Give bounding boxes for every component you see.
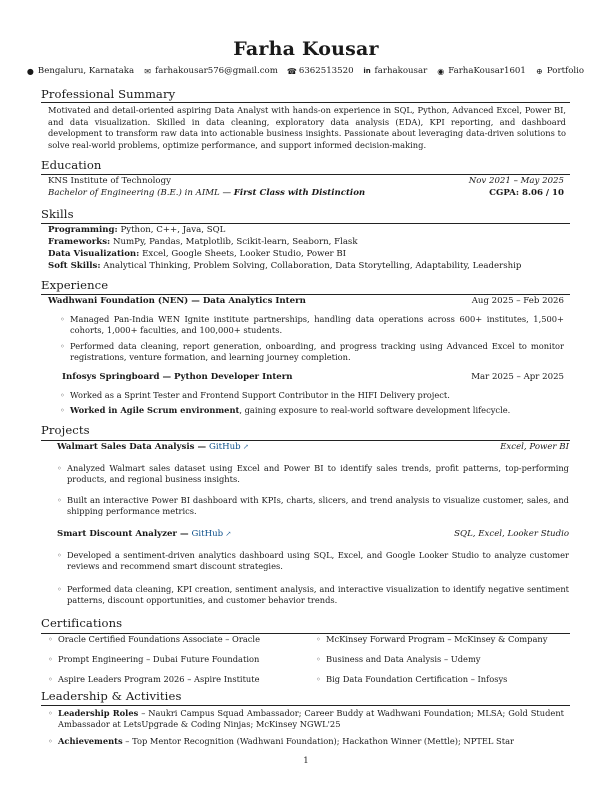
- leadership-label: Achievements: [58, 736, 123, 746]
- bullet-icon: ◦: [57, 551, 62, 560]
- bullet-bold-prefix: Worked in Agile Scrum environment: [70, 405, 240, 415]
- bullet-text: Developed a sentiment-driven analytics dashboard using SQL, Excel, and Google Looker Studio to analyze customer reviews and recommend smart discount strategies.: [67, 550, 569, 572]
- project-github-link[interactable]: GitHub: [209, 442, 241, 452]
- summary-text: Motivated and detail-oriented aspiring Data Analyst with hands-on experience in SQL, Python, Advanced Excel, Power BI, and data visualization. Skilled in data cleaning, exploratory data analysis (EDA), KPI reporting, and dashboard development to transform raw data into actionable business insights. Passionate about leveraging data-driven solutions to solve real-world problems, optimize performance, and support informed decision-making.: [48, 105, 566, 151]
- bullet-text: Performed data cleaning, KPI creation, sentiment analysis, and interactive visualization to identify negative sentiment patterns, discount opportunities, and customer behavior trends.: [67, 584, 569, 606]
- experience-bullet: [60, 390, 564, 401]
- experience-bullet: [60, 314, 564, 336]
- bullet-text: Analyzed Walmart sales dataset using Excel and Power BI to identify sales trends, profit patterns, top-performing products, and regional business insights.: [67, 463, 569, 485]
- skill-value: Python, C++, Java, SQL: [120, 225, 226, 235]
- skill-label: Programming:: [48, 225, 118, 235]
- bullet-icon: ◦: [60, 315, 65, 324]
- candidate-name: Farha Kousar: [233, 38, 379, 60]
- leadership-text: – Naukri Campus Squad Ambassador; Career Buddy at Wadhwani Foundation; MLSA; Gold Student Ambassador at LetsUpgrade & Coding Ninjas; McKinsey NGWL'25: [58, 708, 565, 730]
- experience-dates: Mar 2025 – Apr 2025: [471, 372, 564, 382]
- bullet-text: Performed data cleaning, report generation, onboarding, and progress tracking using Advanced Excel to monitor registrations, venture formation, and learning journey completion.: [70, 341, 564, 363]
- contact-phone-text[interactable]: 6362513520: [298, 66, 354, 76]
- bullet-icon: ◦: [48, 635, 53, 644]
- leadership-label: Leadership Roles: [58, 708, 139, 718]
- certification-item: [48, 654, 308, 665]
- external-link-icon[interactable]: ↗: [223, 530, 232, 538]
- bullet-icon: ◦: [316, 655, 321, 664]
- project-header: [57, 442, 569, 452]
- bullet-icon: ◦: [60, 406, 65, 415]
- contact-portfolio-text[interactable]: Portfolio: [546, 66, 585, 76]
- contact-phone[interactable]: [287, 66, 354, 76]
- education-school: KNS Institute of Technology: [48, 176, 171, 186]
- bullet-icon: ◦: [57, 585, 62, 594]
- experience-title: Wadhwani Foundation (NEN) — Data Analytics Intern: [48, 296, 306, 306]
- project-tools: Excel, Power BI: [500, 442, 569, 452]
- leadership-item: [48, 736, 564, 747]
- skill-label: Data Visualization:: [48, 249, 140, 259]
- github-icon: ◉: [437, 66, 445, 76]
- section-title-leadership: Leadership & Activities: [41, 689, 182, 703]
- education-degree: Bachelor of Engineering (B.E.) in AIML —: [48, 188, 234, 198]
- leadership-text: – Top Mentor Recognition (Wadhwani Foundation); Hackathon Winner (Mettle); NPTEL Star: [122, 736, 514, 746]
- bullet-text: Managed Pan-India WEN Ignite institute partnerships, handling data operations across 600+ institutes, 1,500+ cohorts, 1,000+ faculties, and 100,000+ students.: [70, 314, 564, 336]
- bullet-icon: ◦: [48, 709, 53, 718]
- section-divider: [41, 294, 570, 295]
- bullet-icon: ◦: [60, 342, 65, 351]
- bullet-icon: ◦: [316, 635, 321, 644]
- project-github-link[interactable]: GitHub: [191, 529, 224, 539]
- skill-row: [48, 237, 564, 247]
- contact-email[interactable]: [143, 66, 278, 76]
- bullet-text: Worked as a Sprint Tester and Frontend Support Contributor in the HIFI Delivery project.: [70, 390, 450, 400]
- project-bullet: [57, 584, 569, 606]
- leadership-item: [48, 708, 565, 730]
- bullet-icon: ◦: [60, 391, 65, 400]
- project-bullet: [57, 550, 569, 572]
- education-degree-row: [48, 188, 564, 198]
- globe-icon: ⊕: [536, 66, 543, 76]
- phone-icon: ☎: [286, 66, 297, 76]
- experience-title: Infosys Springboard — Python Developer Intern: [62, 372, 293, 382]
- project-bullet: [57, 463, 569, 485]
- external-link-icon[interactable]: ↗: [240, 443, 249, 451]
- certification-text: Business and Data Analysis – Udemy: [326, 654, 481, 664]
- certification-item: [316, 674, 570, 685]
- skill-label: Soft Skills:: [48, 261, 101, 271]
- certification-item: [48, 674, 308, 685]
- contact-github-text[interactable]: FarhaKousar1601: [448, 66, 526, 76]
- contact-location-text: Bengaluru, Karnataka: [37, 66, 135, 76]
- bullet-icon: ◦: [48, 655, 53, 664]
- certification-text: Oracle Certified Foundations Associate – Oracle: [58, 634, 260, 644]
- experience-bullet: ◦ Worked in Agile Scrum environment, gaining exposure to real-world software development lifecycle.: [60, 405, 511, 415]
- certification-text: Big Data Foundation Certification – Infosys: [326, 674, 508, 684]
- contact-location: [26, 66, 134, 76]
- certification-text: Prompt Engineering – Dubai Future Foundation: [58, 654, 260, 664]
- section-divider: [41, 705, 570, 706]
- contact-email-text[interactable]: farhakousar576@gmail.com: [155, 66, 278, 76]
- section-divider: [41, 440, 570, 441]
- skill-label: Frameworks:: [48, 237, 111, 247]
- experience-entry-header: [48, 296, 564, 306]
- certification-item: [316, 634, 570, 645]
- certification-text: McKinsey Forward Program – McKinsey & Company: [326, 634, 548, 644]
- experience-entry-header: [62, 372, 564, 382]
- section-title-experience: Experience: [41, 278, 109, 292]
- section-divider: [41, 174, 570, 175]
- section-title-summary: Professional Summary: [41, 87, 176, 101]
- bullet-icon: ◦: [316, 675, 321, 684]
- contact-linkedin-text[interactable]: farhakousar: [374, 66, 428, 76]
- skill-value: NumPy, Pandas, Matplotlib, Scikit-learn, Seaborn, Flask: [112, 237, 358, 247]
- experience-bullet: [60, 341, 564, 363]
- skill-row: [48, 261, 564, 271]
- bullet-icon: ◦: [48, 675, 53, 684]
- section-title-skills: Skills: [41, 207, 74, 221]
- skill-value: Analytical Thinking, Problem Solving, Collaboration, Data Storytelling, Adaptability, Leadership: [103, 261, 522, 271]
- skill-row: [48, 249, 564, 259]
- certification-item: [48, 634, 308, 645]
- location-icon: ●: [26, 66, 34, 76]
- contact-bar: [26, 66, 585, 76]
- mail-icon: ✉: [144, 66, 151, 76]
- contact-linkedin[interactable]: [363, 66, 428, 76]
- project-name: Smart Discount Analyzer —: [57, 529, 192, 539]
- section-divider: [41, 223, 570, 224]
- bullet-icon: ◦: [48, 737, 53, 746]
- certification-text: Aspire Leaders Program 2026 – Aspire Institute: [58, 674, 260, 684]
- skill-value: Excel, Google Sheets, Looker Studio, Power BI: [142, 249, 347, 259]
- bullet-text: Built an interactive Power BI dashboard with KPIs, charts, slicers, and trend analysis to visualize customer, sales, and shipping performance metrics.: [67, 495, 569, 517]
- linkedin-icon: in: [363, 67, 371, 75]
- education-entry: [48, 176, 564, 186]
- page-number: 1: [303, 756, 309, 766]
- bullet-icon: ◦: [57, 464, 62, 473]
- experience-dates: Aug 2025 – Feb 2026: [471, 296, 564, 306]
- certification-item: [316, 654, 570, 665]
- bullet-icon: ◦: [57, 496, 62, 505]
- project-name: Walmart Sales Data Analysis —: [57, 442, 210, 452]
- project-tools: SQL, Excel, Looker Studio: [454, 529, 569, 539]
- education-cgpa: CGPA: 8.06 / 10: [489, 188, 564, 198]
- contact-github[interactable]: [436, 66, 526, 76]
- section-divider: [41, 102, 570, 103]
- contact-portfolio[interactable]: [535, 66, 584, 76]
- education-dates: Nov 2021 – May 2025: [468, 176, 564, 186]
- section-title-certifications: Certifications: [41, 616, 123, 630]
- project-bullet: [57, 495, 569, 517]
- skill-row: [48, 225, 564, 235]
- bullet-text: gaining exposure to real-world software development lifecycle.: [244, 405, 511, 415]
- education-honors: First Class with Distinction: [233, 188, 366, 198]
- section-title-projects: Projects: [41, 423, 90, 437]
- project-header: [57, 529, 569, 539]
- section-title-education: Education: [41, 158, 102, 172]
